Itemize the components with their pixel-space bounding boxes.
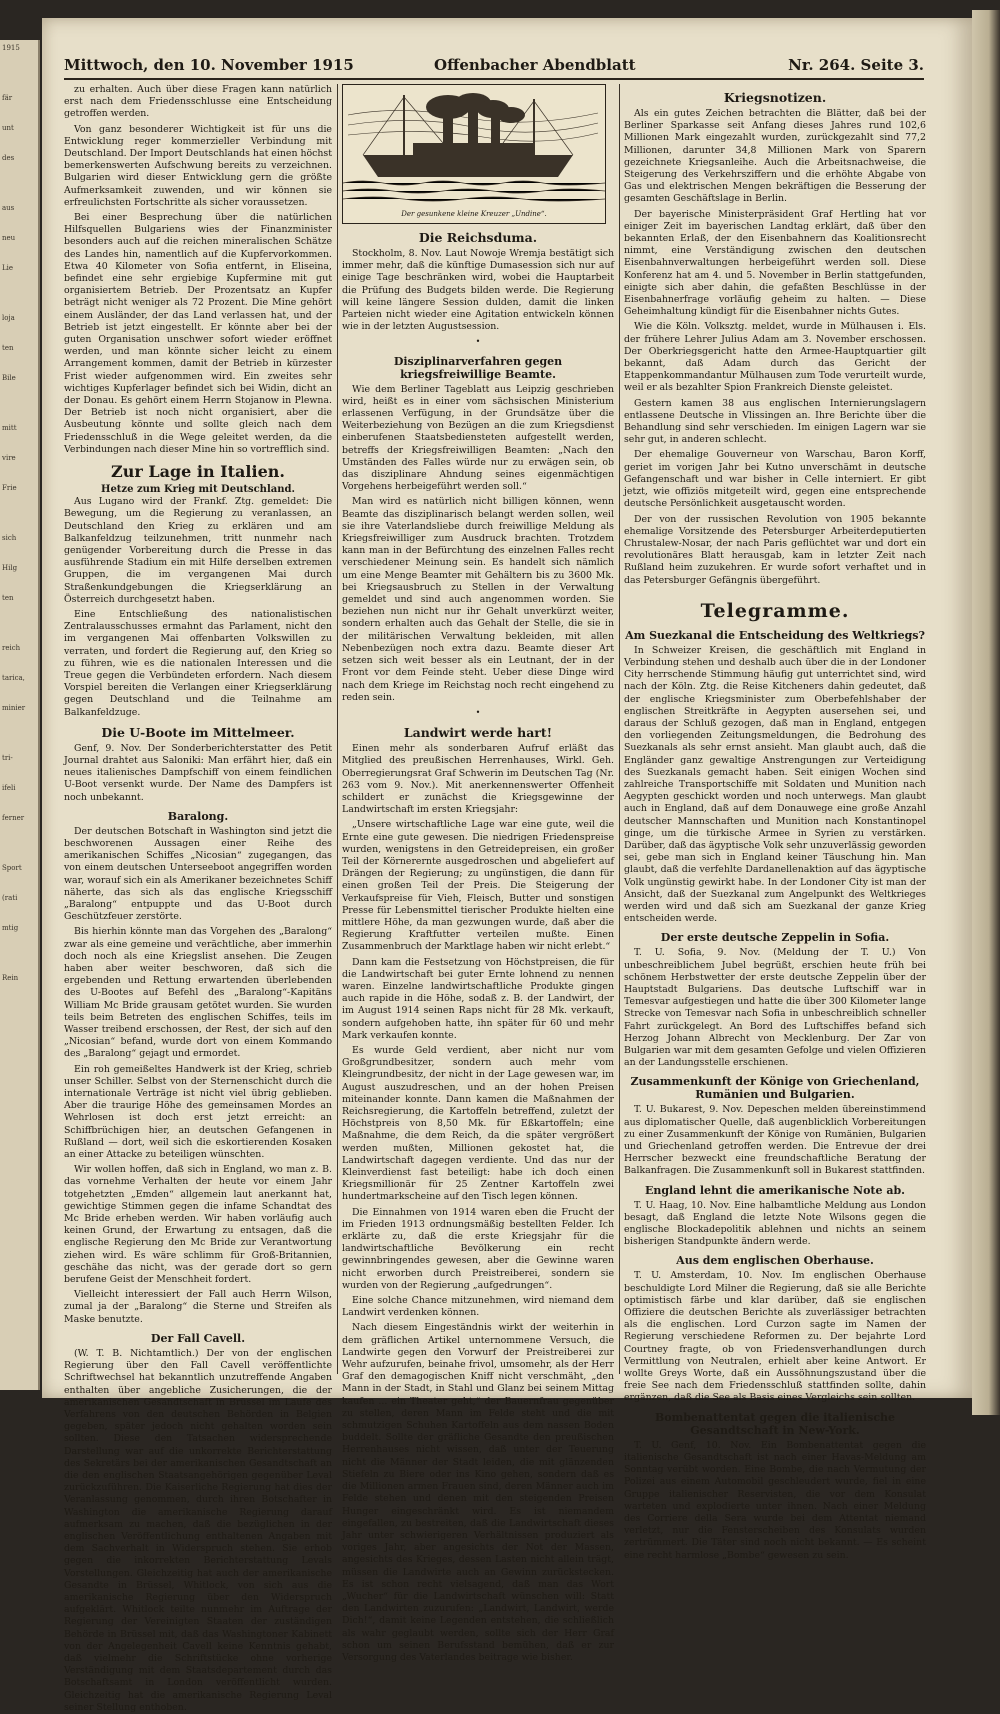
paragraph: Die Einnahmen von 1914 waren eben die Frucht der im Frieden 1913 ordnungsmäßig bestellten Felder. Ich erklärte zu, daß die erste Kriegsjahr für die landwirtschaftliche Bevölkerung ein recht gewinnbringendes gewesen, aber die Gewinne waren nicht erworben durch Preistreiberei, sondern sie wurden von der Regierung „aufgedrungen“.: [342, 1206, 614, 1291]
paragraph: Eine Entschließung des nationalistischen Zentralausschusses ermahnt das Parlament, nicht den im vergangenen Mai offenbarten Volkswillen zu verraten, und fordert die Regierung auf, den Krieg so zu führen, wie es die nationalen Interessen und die Treue gegen die Verbündeten erfordern. Nach diesem Vorspiel bereiten die Verlangen einer Kriegserklärung gegen Deutschland und die Teilnahme am Balkanfeldzuge.: [64, 608, 332, 718]
left-page-text: [0, 40, 38, 1004]
section-title-telegrams: Telegramme.: [700, 599, 850, 622]
paragraph: In Schweizer Kreisen, die geschäftlich mit England in Verbindung stehen und deshalb auch über die in der Londoner City herrschende Stimmung häufig gut unterrichtet sind, wird nach der Köln. Ztg. die Reise Kitcheners dahin gedeutet, daß der englische Kriegsminister zum Oberbefehlshaber der englischen Streitkräfte in Aegypten ausersehen sei, und daraus der Schluß gezogen, daß man in England, entgegen den vorliegenden Zeitungsmeldungen, die Bedrohung des Suezkanals als sehr ernst ansieht. Man glaubt auch, daß die Engländer ganz gewaltige Anstrengungen zur Verteidigung des Suezkanals gemacht haben. Seit einigen Wochen sind zahlreiche Transportschiffe mit Soldaten und Munition nach Aegypten geschickt worden und noch unterwegs. Man glaubt auch in England, daß auf dem Donauwege eine große Anzahl deutscher Mannschaften und Munition nach Konstantinopel ginge, um die türkische Armee in Syrien zu verstärken. Darüber, daß das ägyptische Volk sehr unzuverlässig geworden sei, gebe man sich in England keiner Täuschung hin. Man glaubt, daß die verfehlte Dardanellenaktion auf das ägyptische Volk ungünstig gewirkt habe. In der Londoner City ist man der Ansicht, daß der Suezkanal zum Angelpunkt des Weltkrieges werden wird und daß sich am Suezkanal der ganze Krieg entscheiden werde.: [624, 644, 927, 925]
page-edge: [972, 10, 1000, 1415]
column-3: [624, 84, 927, 1561]
warship-drawing: [343, 85, 605, 223]
article-subtitle-italy: Hetze zum Krieg mit Deutschland.: [101, 484, 295, 496]
fragment-word: ifeli: [2, 784, 16, 792]
paragraph: Der von der russischen Revolution von 1905 bekannte ehemalige Vorsitzende des Petersburger Arbeiterdeputierten Chrustalew-Nosar, der nach Paris geflüchtet war und dort ein revolutionäres Blatt herausgab, kam in letzter Zeit nach Rußland heim zuzukehren. Er wurde sofort verhaftet und in das Petersburger Gefängnis übergeführt.: [624, 513, 926, 586]
paragraph: T. U. Genf, 10. Nov. Ein Bombenattentat gegen die italienische Gesandtschaft ist nach einer Havas-Meldung am Sonntag verübt worden. Eine Bombe, die nach Vermutung der Polizei aus einem Automobil geschleudert wurde, fiel in eine Gruppe italienischer Reservisten, die vor dem Konsulat warteten und explodierte unter ihnen. Nach einer Meldung des Corriere della Sera wurde bei dem Attentat niemand verletzt, nur die Fensterscheiben des Konsulats wurden zertrümmert. Die Täter sind noch nicht bekannt. — Es scheint eine recht harmlose „Bombe“ gewesen zu sein.: [624, 1439, 926, 1561]
article-body-england: [624, 1200, 926, 1249]
paragraph: Nach diesem Eingeständnis wirkt der weiterhin in dem gräflichen Artikel unternommene Versuch, die Landwirte gegen den Vorwurf der Preistreiberei zur Wehr aufzurufen, beinahe frivol, umsomehr, als der Herr Graf den demagogischen Kniff nicht verschmäht, „den Mann in der Stadt, in Stahl und Glanz bei seinem Mittag kaufen ... ein Theater geht,“ der Bauernfrau gegenüber zu stellen, deren Mann im Felde steht und die mit schmutzigen Schuhen Kartoffeln aus dem nassen Boden buddelt. Sollte der gräfliche Gesandte den preußischen Herrenhauses nicht wissen, daß unter der Teuerung nicht die Männer der Stadt leiden, die mit glänzenden Stiefeln zu Biere oder ins Kino gehen, sondern daß es die Millionen armen Frauen sind, deren Männer auch im Felde stehen und denen mit den steigenden Preisen Hunger eingeschränkt wird. Es ist niemandem eingefallen, zu bestreiten, daß die Landwirtschaft dieses Jahr unter schwierigeren Verhältnissen produziert als voriges Jahr, aber angesichts der Not der Massen, angesichts des Krieges, dessen Lasten nicht allein trägt, müssen die Landwirte auch an Gewinn zurückstecken. Es ist schon recht vielsagend, daß man das Wort „Wucher“ für die Landwirtschaft wünschen will: Statt den Landwirten zuzurufen: „Landwirt, Landwirt, werde Dich!“, damit keine Legenden entstehen, die schließlich als wahr geglaubt werden, sollte sich der Herr Graf schon um seinen Berufsstand bemühen, daß er zur Versorgung des Vaterlandes beitrage wie bisher.: [342, 1322, 614, 1663]
article-body-cavell: [64, 1348, 332, 1714]
paragraph: Ein roh gemeißeltes Handwerk ist der Krieg, schrieb unser Schiller. Selbst von der Sternenschicht durch die internationale Verträge ist nicht viel übrig geblieben. Aber die traurige Höhe des gemeinsamen Mordes an Wehrlosen ist doch erst jetzt erreicht: an Schiffbrüchigen hier, an deutschen Gefangenen in Rußland — dort, weil sich die eskortierenden Kosaken an einer Attacke zu beteiligen wünschten.: [64, 1063, 332, 1161]
article-body-italy: [64, 496, 332, 719]
article-title-discipline: Disziplinarverfahren gegen kriegsfreiwillige Beamte.: [393, 354, 563, 381]
fragment-word: minier: [2, 704, 26, 712]
separator-dot: •: [475, 337, 481, 347]
paper-title: Offenbacher Abendblatt: [434, 56, 636, 74]
paragraph: Wie dem Berliner Tageblatt aus Leipzig geschrieben wird, heißt es in einer vom sächsischen Ministerium erlassenen Verfügung, in der Grundsätze über die Weiterbeziehung von Bezügen an die zum Kriegsdienst einberufenen Staatsbediensteten aufgestellt werden, betreffs der Kriegsfreiwilligen Beamten: „Nach den Umständen des Falles würde nur zu erwägen sein, ob das disziplinare Ahndung seines eigenmächtigen Vorgehens herbeigeführt werden soll.“: [342, 383, 614, 493]
paragraph: zu erhalten. Auch über diese Fragen kann natürlich erst nach dem Friedensschlusse eine Entscheidung getroffen werden.: [64, 84, 332, 120]
fragment-word: mtig: [2, 924, 19, 932]
paragraph: Vielleicht interessiert der Fall auch Herrn Wilson, zumal ja der „Baralong“ die Sterne und Streifen als Maske benutzte.: [64, 1289, 332, 1325]
paragraph: (W. T. B. Nichtamtlich.) Der von der englischen Regierung über den Fall Cavell veröffentlichte Schriftwechsel hat bekanntlich unzutreffende Angaben enthalten über angebliche Zusicherungen, die der amerikanischen Gesandtschaft in Brüssel im Laufe des Verfahrens von den deutschen Behörden in Belgien gegeben, später jedoch nicht gehalten worden sein sollten. Diese den Tatsachen widersprechende Darstellung war auf die unkorrekte Berichterstattung des Sekretärs bei der amerikanischen Gesandtschaft an die den englischen Staatsangehörigen gegenüber Leval zurückzuführen. Die Kaiserliche Regierung hat dies der Veranlassung genommen, durch ihren Botschafter in Washington die amerikanische Regierung darauf aufmerksam zu machen, daß die bezüglichen in der englischen Veröffentlichung enthaltenen Angaben mit dem Sachverhalt in Widerspruch stehen. Sie erhob gegen die inkorrekten Berichterstattung Levals Vorstellungen. Gleichzeitig hat auch der amerikanische Gesandte in Brüssel, Whitlock, von sich aus die amerikanische Regierung über den Widerspruch aufgeklärt. Whitlock teilte nunmehr im Auftrage der Regierung der Vereinigten Staaten der zuständigen Behörde in Brüssel mit, daß das Washingtoner Kabinett von der Angelegenheit Cavell keine Kenntnis gehabt, daß vielmehr die Schriftstücke ohne vorherige Verständigung mit dem Staatsdepartement durch das Botschaftsamt in London veröffentlicht wurden. Gleichzeitig hat die amerikanische Regierung Leval seiner Stellung enthoben.: [64, 1347, 332, 1713]
fragment-word: Sport: [2, 864, 22, 872]
paragraph: Einen mehr als sonderbaren Aufruf erläßt das Mitglied des preußischen Herrenhauses, Wirkl. Geh. Oberregierungsrat Graf Schwerin im Deutschen Tag (Nr. 263 vom 9. Nov.). Mit anerkennenswerter Offenheit schildert er zunächst die Kriegsgewinne der Landwirtschaft im ersten Kriegsjahr:: [342, 743, 614, 816]
ship-illustration: [342, 84, 606, 224]
illustration-caption: Der gesunkene kleine Kreuzer „Undine“.: [401, 209, 547, 218]
paragraph: Der bayerische Ministerpräsident Graf Hertling hat vor einiger Zeit im bayerischen Landtag erklärt, daß über den bekannten Erlaß, der den Eisenbahnern das Koalitionsrecht nimmt, eine Verständigung zwischen den deutschen Eisenbahnverwaltungen herbeigeführt werden soll. Diese Konferenz hat am 4. und 5. November in Berlin stattgefunden, einigte sich aber dahin, die gefaßten Beschlüsse in der Eisenbahnerfrage vorläufig geheim zu halten. — Diese Geheimhaltung kündigt für die Eisenbahner nichts Gutes.: [624, 208, 926, 318]
column-rule: [337, 84, 338, 1374]
article-title-war-notes: Kriegsnotizen.: [723, 90, 827, 105]
paragraph: Wie die Köln. Volksztg. meldet, wurde in Mülhausen i. Els. der frühere Lehrer Julius Adam am 3. November erschossen. Der Oberkriegsgericht hatte den Armee-Hauptquartier gilt bekannt, daß Adam durch das Gericht der Etappenkommandantur Mülhausen zum Tode verurteilt wurde, weil er als bezahlter Spion Frankreich Dienste geleistet.: [624, 321, 926, 394]
paragraph: Bei einer Besprechung über die natürlichen Hilfsquellen Bulgariens wies der Finanzminister besonders auch auf die reichen mineralischen Schätze des Landes hin, namentlich auf die Kupfervorkommen. Etwa 40 Kilometer von Sofia entfernt, in Eliseina, befindet eine sehr ergiebige Kupfermine mit gut organisiertem Betrieb. Der Prozentsatz an Kupfer beträgt nicht weniger als 72 Prozent. Die Mine gehört einem Ausländer, der das Land verlassen hat, und der Betrieb ist jetzt eingestellt. Er könnte aber bei der guten Organisation unschwer sofort wieder eröffnet werden, und man könnte sicher leicht zu einem Arrangement kommen, damit der Betrieb in kürzester Frist wieder aufgenommen wird. Ein zweites sehr wichtiges Kupferlager befindet sich bei Widin, dicht an der Donau. Es gehört einem Herrn Stojanow in Plewna. Der Betrieb ist noch nicht organisiert, aber die Ausbeutung könnte und sollte gleich nach dem Friedensschluß in die Wege geleitet werden, da die Verbindungen nach dieser Mine hin so vortrefflich sind.: [64, 212, 332, 455]
article-title-farmer: Landwirt werde hart!: [403, 725, 553, 741]
article-title-bomb: Bombenattentat gegen die italienische Gesandtschaft in New-York.: [654, 1410, 896, 1437]
paragraph: Genf, 9. Nov. Der Sonderberichterstatter des Petit Journal drahtet aus Saloniki: Man erfährt hier, daß ein neues italienisches Dampfschiff von einem feindlichen U-Boot versenkt wurde. Der Name des Dampfers ist noch unbekannt.: [64, 742, 332, 803]
paragraph: Eine solche Chance mitzunehmen, wird niemand dem Landwirt verdenken können.: [342, 1295, 614, 1319]
fragment-word: 1915: [2, 44, 20, 52]
article-body-discipline: [342, 384, 614, 704]
masthead: [64, 56, 924, 80]
fragment-word: tarica,: [2, 674, 25, 682]
article-body-oberhaus: [624, 1270, 926, 1404]
paragraph: Aus Lugano wird der Frankf. Ztg. gemeldet: Die Bewegung, um die Regierung zu veranlassen, an Deutschland den Krieg zu erklären und am Balkanfeldzug teilzunehmen, tritt nunmehr nach genügender Vorbereitung durch die Presse in das ausführende Stadium ein mit Hilfe derselben extremen Gruppen, die im vergangenen Mai durch Straßenkundgebungen die Kriegserklärung an Österreich durchgesetzt haben.: [64, 496, 332, 605]
fragment-word: vire: [2, 454, 16, 462]
article-body-zeppelin: [624, 947, 926, 1069]
article-title-zeppelin: Der erste deutsche Zeppelin in Sofia.: [660, 931, 890, 945]
article-body-suez: [624, 645, 926, 926]
fragment-word: unt: [2, 124, 14, 132]
article-body-uboat: [64, 743, 332, 804]
left-page-fragment: [0, 40, 40, 1390]
newspaper-page: [42, 18, 972, 1713]
paragraph: Als ein gutes Zeichen betrachten die Blätter, daß bei der Berliner Sparkasse seit Anfang dieses Jahres rund 102,6 Millionen Mark eingezahlt wurden, zurückgezahlt sind 77,2 Millionen, darunter 34,8 Millionen Mark von Sparern gezeichnete Kriegsanleihe. Auch die Arbeitsnachweise, die Steigerung des Verkehrsziffern und die erhöhte Abgabe von Gas und elektrischen Mengen bekräftigen die Besserung der gesamten Geschäftslage in Berlin.: [624, 108, 926, 205]
article-body-bomb: [624, 1440, 926, 1562]
fragment-word: Rein: [2, 974, 19, 982]
fragment-word: ferner: [2, 814, 25, 822]
article-body-duma: [342, 248, 614, 333]
article-title-uboat: Die U-Boote im Mittelmeer.: [101, 724, 295, 740]
paragraph: Von ganz besonderer Wichtigkeit ist für uns die Entwicklung reger kommerzieller Verbindung mit Deutschland. Der Import Deutschlands hat einen höchst bemerkenswerten Aufschwung bereits zu verzeichnen. Bulgarien wird dieser Entwicklung gern die größte Aufmerksamkeit zuwenden, und wir können sie erfreulichsten Fortschritte als sicher voraussetzen.: [64, 123, 333, 208]
fragment-word: des: [2, 154, 15, 162]
article-title-italy: Zur Lage in Italien.: [111, 462, 285, 482]
article-body-farmer: [342, 743, 614, 1664]
intro-article: [64, 84, 332, 456]
fragment-word: fär: [2, 94, 13, 102]
article-title-duma: Die Reichsduma.: [418, 230, 538, 245]
fragment-word: ten: [2, 594, 14, 602]
fragment-word: mitt: [2, 424, 17, 432]
column-1: [64, 84, 333, 1713]
paragraph: Wir wollen hoffen, daß sich in England, wo man z. B. das vornehme Verhalten der heute vor einem Jahr totgehetzten „Emden“ allgemein laut anerkannt hat, gewichtige Stimmen gegen die infame Schandtat des Mc Bride erheben werden. Wir haben vorläufig auch keinen Grund, der Erwartung zu entsagen, daß die englische Regierung den Mc Bride zur Verantwortung ziehen wird. Es wäre schlimm für Groß-Britannien, geschähe das nicht, was der gerade dort so gern berufene Geist der Menschheit fordert.: [64, 1164, 332, 1286]
issue-number: Nr. 264. Seite 3.: [788, 56, 924, 74]
article-title-oberhaus: Aus dem englischen Oberhause.: [676, 1254, 874, 1268]
article-title-cavell: Der Fall Cavell.: [150, 1331, 246, 1345]
fragment-word: sich: [2, 534, 17, 542]
paragraph: T. U. Amsterdam, 10. Nov. Im englischen Oberhause beschuldigte Lord Milner die Regierung, daß sie alle Berichte optimistisch färbe und klar darüber, daß sie englischen Offiziere die deutschen Berichte als zuverlässiger betrachten als die englischen. Lord Curzon sagte im Namen der Regierung verschiedene Reformen zu. Der bejahrte Lord Courtney fragte, ob von Friedensverhandlungen durch Vermittlung von Neutralen, erhielt aber keine Antwort. Er wollte Greys Worte, daß ein Aussöhnungszustand über die freie See nach dem Friedensschluß stattfinden sollte, dahin ergänzen, daß die See als Basis eines Vergleichs sein sollten.: [624, 1270, 926, 1404]
fragment-word: aus: [2, 204, 15, 212]
article-title-kings: Zusammenkunft der Könige von Griechenland, Rumänien und Bulgarien.: [630, 1075, 920, 1102]
fragment-word: Bile: [2, 374, 16, 382]
article-body-kings: [624, 1104, 926, 1177]
paragraph: „Unsere wirtschaftliche Lage war eine gute, weil die Ernte eine gute gewesen. Die niedrigen Friedenspreise wurden, wenigstens in den Getreidepreisen, ein großer Teil der Körnerernte ausgedroschen und abgeliefert auf Drängen der Regierung; zu ungünstigen, die dann für einen großen Teil der Preis. Die Steigerung der Verkaufspreise für Vieh, Fleisch, Butter und sonstigen Presse für Lebensmittel tierischer Produkte hielten eine mittlere Höhe, da man gezwungen wurde, daß aber die Regierung Kraftfutter verteilen mußte. Einen Zusammenbruch der Marktlage haben wir nicht erlebt.“: [342, 819, 614, 953]
fragment-word: ten: [2, 344, 14, 352]
paragraph: T. U. Bukarest, 9. Nov. Depeschen melden übereinstimmend aus diplomatischer Quelle, daß augenblicklich Vorbereitungen zu einer Zusammenkunft der Könige von Rumänien, Bulgarien und Griechenland getroffen werden. Die Entrevue der drei Herrscher bezweckt eine freundschaftliche Beratung der Balkanfragen. Die Zusammenkunft soll in Bukarest stattfinden.: [624, 1104, 926, 1177]
fragment-word: reich: [2, 644, 21, 652]
article-title-england: England lehnt die amerikanische Note ab.: [644, 1183, 905, 1197]
fragment-word: tri-: [2, 754, 13, 762]
column-rule: [619, 84, 620, 1374]
article-body-war-notes: [624, 108, 926, 587]
fragment-word: (rati: [2, 894, 18, 902]
paragraph: Stockholm, 8. Nov. Laut Nowoje Wremja bestätigt sich immer mehr, daß die künftige Dumasession sich nur auf einige Tage beschränken wird, wobei die Hauptarbeit die Prüfung des Budgets bilden werde. Die Regierung will keine längere Session dulden, damit die linken Parteien nicht wieder eine Agitation entwickeln können wie in der letzten Augustsession.: [342, 248, 614, 333]
paragraph: Dann kam die Festsetzung von Höchstpreisen, die für die Landwirtschaft bei guter Ernte lohnend zu nennen waren. Einzelne landwirtschaftliche Produkte gingen auch rapide in die Höhe, sodaß z. B. der Landwirt, der im August 1914 seinen Raps nicht für 28 Mk. verkauft, sondern aufgehoben hatte, ihn später für 60 und mehr Mark verkaufen konnte.: [342, 956, 614, 1041]
fragment-word: neu: [2, 234, 16, 242]
article-title-baralong: Baralong.: [167, 809, 229, 823]
fragment-word: Lie: [2, 264, 14, 272]
article-body-baralong: [64, 826, 332, 1326]
fragment-word: loja: [2, 314, 15, 322]
paragraph: T. U. Sofia, 9. Nov. (Meldung der T. U.) Von unbeschreiblichem Jubel begrüßt, erschien heute früh bei schönem Herbstwetter der erste deutsche Zeppelin über der Hauptstadt Bulgariens. Das deutsche Luftschiff war in Temesvar aufgestiegen und hatte die über 300 Kilometer lange Strecke von Temesvar nach Sofia in unbeschreiblich schneller Fahrt zurückgelegt. An Bord des Luftschiffes befand sich Herzog Johann Albrecht von Mecklenburg. Der Zar von Bulgarien war mit dem gesamten Gefolge und vielen Offizieren an der Landungsstelle erschienen.: [624, 947, 926, 1069]
separator-dot: •: [475, 707, 481, 717]
paragraph: Bis hierhin könnte man das Vorgehen des „Baralong“ zwar als eine gemeine und verächtliche, aber immerhin doch noch als eine Kriegslist ansehen. Die Zeugen haben aber weiter beschworen, daß sich die ergebenden und Rettung erwartenden überlebenden des U-Bootes auf Befehl des „Baralong“-Kapitäns William Mc Bride grausam getötet wurden. Sie wurden teils beim Betreten des englischen Schiffes, teils im Wasser treibend erschossen, der Rest, der sich auf den „Nicosian“ befand, wurde dort von einem Kommando des „Baralong“ gejagt und ermordet.: [64, 926, 332, 1060]
issue-date: Mittwoch, den 10. November 1915: [64, 56, 354, 74]
paragraph: Der ehemalige Gouverneur von Warschau, Baron Korff, geriet im vorigen Jahr bei Kutno unverschämt in deutsche Gefangenschaft und war bisher in Celle interniert. Er gibt jetzt, wie offiziös mitgeteilt wird, gegen eine entsprechende deutsche Persönlichkeit ausgetauscht worden.: [624, 449, 926, 510]
article-title-suez: Am Suezkanal die Entscheidung des Weltkriegs?: [625, 628, 925, 642]
fragment-word: Frie: [2, 484, 17, 492]
paragraph: Gestern kamen 38 aus englischen Internierungslagern entlassene Deutsche in Vlissingen an. Ihre Berichte über die Behandlung sind sehr verschieden. Im einigen Lagern war sie sehr gut, in anderen schlecht.: [624, 397, 926, 446]
paragraph: Man wird es natürlich nicht billigen können, wenn Beamte das disziplinarisch belangt werden sollen, weil sie ihre Vaterlandsliebe durch freiwillige Meldung als Kriegsfreiwilliger zum Ausdruck brachten. Trotzdem kann man in der Befürchtung des einzelnen Falles recht verschiedener Meinung sein. Es handelt sich nämlich um eine Menge Beamter mit Gehältern bis zu 3600 Mk. bei Kriegsausbruch zu Stellen in der Verwaltung gemeldet und sind auch angenommen worden. Sie beziehen nun nicht nur ihr Gehalt unverkürzt weiter, sondern erhalten auch das Gehalt der Stelle, die sie in der militärischen Verwaltung bekleiden, mit allen Nebenbezügen noch extra dazu. Beamte dieser Art setzen sich weit besser als ein Leutnant, der in der Front vor dem Feinde steht. Ueber diese Dinge wird nach dem Kriege im Reichstag noch recht eingehend zu reden sein.: [342, 496, 614, 703]
paragraph: Der deutschen Botschaft in Washington sind jetzt die beschworenen Aussagen einer Reihe des amerikanischen Schiffes „Nicosian“ zugegangen, das von einem deutschen Unterseeboot angegriffen worden war, worauf sich ein als Amerikaner bezeichnetes Schiff näherte, das sich als das englische Kriegsschiff „Baralong“ entpuppte und das U-Boot durch Geschützfeuer zerstörte.: [64, 825, 332, 923]
fragment-word: Hilg: [2, 564, 18, 572]
paragraph: T. U. Haag, 10. Nov. Eine halbamtliche Meldung aus London besagt, daß England die letzte Note Wilsons gegen die englische Blockadepolitik ablehnen und nichts an seinem bisherigen Standpunkte ändern werde.: [624, 1199, 926, 1248]
paragraph: Es wurde Geld verdient, aber nicht nur vom Großgrundbesitzer, sondern auch mehr vom Kleingrundbesitz, der nicht in der Lage gewesen war, im August auszudreschen, und an der hohen Preisen miteinander konnte. Dann kamen die Maßnahmen der Reichsregierung, die Kartoffeln betreffend, zuletzt der Höchstpreis von 8,50 Mk. für Eßkartoffeln; eine Maßnahme, die dem Reich, da die später vergrößert werden mußten, Millionen gekostet hat, die Landwirtschaft dagegen verdiente. Und das nur der Kleinverdienst fast beteiligt: habe ich doch einen Kriegsmillionär für 25 Zentner Kartoffeln zwei hundertmarkscheine auf den Tisch legen können.: [342, 1044, 614, 1203]
column-2: [342, 84, 614, 1663]
